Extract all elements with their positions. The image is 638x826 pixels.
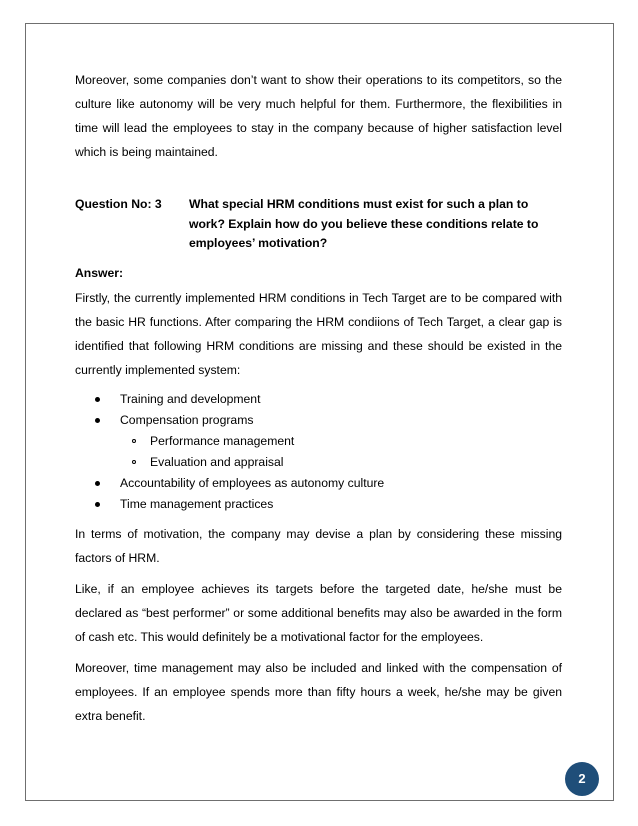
example-paragraph: Like, if an employee achieves its targets before the targeted date, he/she must be declared as “best performer” or some additional benefits may also be awarded in the form of cash etc. This would definitely be a motivational factor for the employees.: [75, 581, 562, 644]
document-body: [75, 68, 562, 728]
intro-paragraph: Moreover, some companies don’t want to show their operations to its competitors, so the culture like autonomy will be very much helpful for them. Furthermore, the flexibilities in time will lead the employees to stay in the company because of higher satisfaction level which is being maintained.: [75, 73, 562, 159]
time-management-paragraph: Moreover, time management may also be included and linked with the compensation of employees. If an employee spends more than fifty hours a week, he/she may be given extra benefit.: [75, 660, 562, 723]
question-label: Question No: 3: [75, 197, 162, 211]
sub-list-item: Evaluation and appraisal: [75, 452, 562, 473]
question-text: What special HRM conditions must exist for such a plan to work? Explain how do you believe these conditions relate to employees’ motivation?: [189, 197, 539, 250]
motivation-paragraph: In terms of motivation, the company may devise a plan by considering these missing factors of HRM.: [75, 526, 562, 565]
list-item: Compensation programs: [75, 410, 562, 431]
list-item: Accountability of employees as autonomy culture: [75, 473, 562, 494]
list-item: Time management practices: [75, 494, 562, 515]
sub-list-item: Performance management: [75, 431, 562, 452]
hrm-conditions-list: [75, 389, 562, 515]
question-block: [75, 195, 562, 254]
answer-heading: Answer:: [75, 265, 124, 280]
list-item: Training and development: [75, 389, 562, 410]
answer-intro-paragraph: Firstly, the currently implemented HRM conditions in Tech Target are to be compared with the basic HR functions. After comparing the HRM condiions of Tech Target, a clear gap is identified that following HRM conditions are missing and these should be existed in the currently implemented system:: [75, 290, 562, 377]
page-number-badge: 2: [565, 762, 599, 796]
